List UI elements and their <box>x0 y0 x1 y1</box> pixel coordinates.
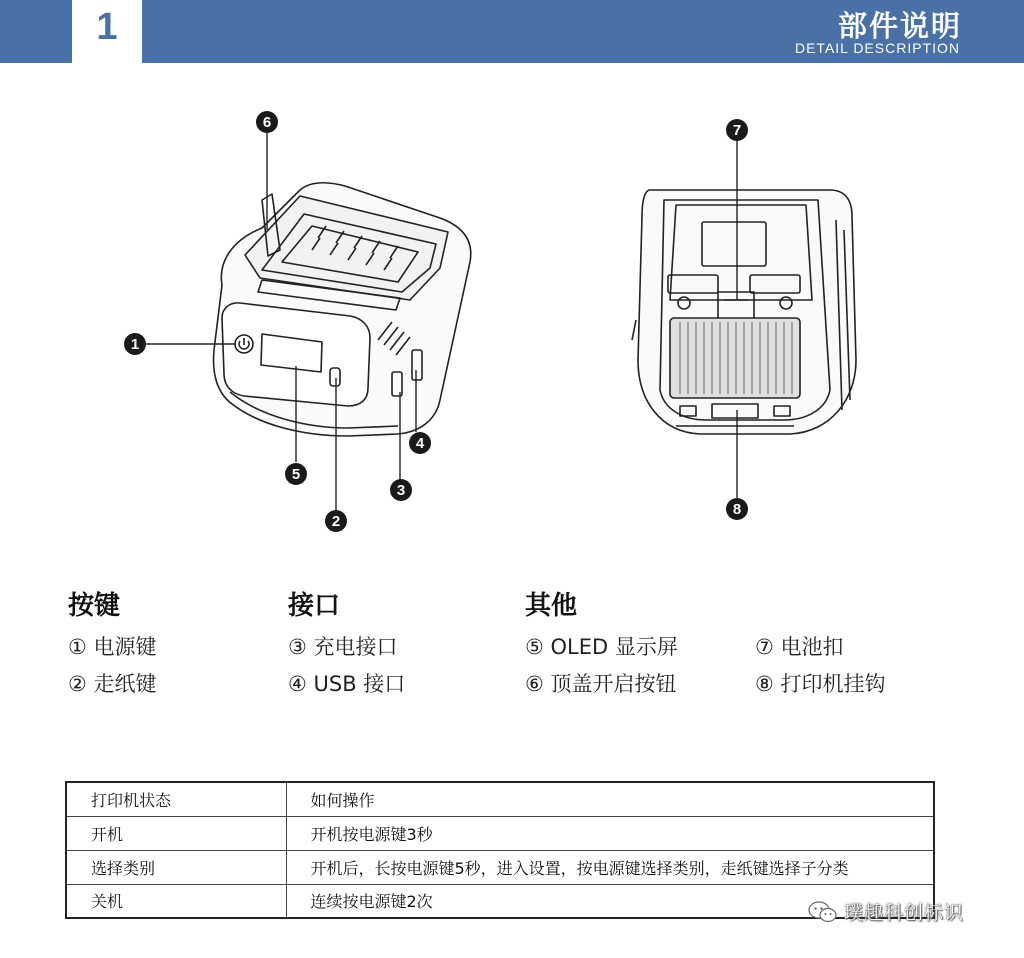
svg-text:3: 3 <box>396 482 406 499</box>
legend-item: ⑤ OLED 显示屏 <box>525 635 678 659</box>
legend-item: ⑧ 打印机挂钩 <box>755 672 886 696</box>
printer-back-view <box>632 190 856 434</box>
legend-ports <box>288 585 405 703</box>
table-row <box>66 884 934 918</box>
callout-6 <box>256 111 278 133</box>
page-subtitle: DETAIL DESCRIPTION <box>794 40 960 56</box>
legend-item: ② 走纸键 <box>68 672 157 696</box>
svg-text:6: 6 <box>262 114 272 131</box>
legend-item: ⑥ 顶盖开启按钮 <box>525 672 677 696</box>
section-number: 1 <box>96 6 118 48</box>
legend-heading: 接口 <box>288 591 341 621</box>
callout-4 <box>409 432 431 454</box>
table-cell: 选择类别 <box>66 850 286 884</box>
svg-text:4: 4 <box>415 435 425 452</box>
svg-text:5: 5 <box>291 466 301 483</box>
callout-5 <box>285 463 307 485</box>
legend-other-2 <box>755 585 886 703</box>
table-cell: 连续按电源键2次 <box>286 884 934 918</box>
table-cell: 关机 <box>66 884 286 918</box>
legend-item: ① 电源键 <box>68 635 157 659</box>
svg-text:8: 8 <box>732 501 742 518</box>
table-header-cell: 如何操作 <box>286 782 934 816</box>
table-row <box>66 850 934 884</box>
legend-heading: 按键 <box>68 591 121 621</box>
watermark <box>808 898 964 925</box>
callout-1 <box>124 333 146 355</box>
table-cell: 开机按电源键3秒 <box>286 816 934 850</box>
callout-3 <box>390 479 412 501</box>
table-header-row <box>66 782 934 816</box>
legend-heading: 其他 <box>525 591 578 621</box>
legend-other <box>525 585 678 703</box>
svg-text:2: 2 <box>331 513 341 530</box>
legend-item: ③ 充电接口 <box>288 635 398 659</box>
watermark-text: 璞趣科创标识 <box>844 902 965 924</box>
callout-2 <box>325 510 347 532</box>
table-cell: 开机 <box>66 816 286 850</box>
svg-text:7: 7 <box>732 122 742 139</box>
svg-text:1: 1 <box>130 336 140 353</box>
callout-8 <box>726 498 748 520</box>
printer-illustrations <box>0 63 1024 563</box>
callout-7 <box>726 119 748 141</box>
table-header-cell: 打印机状态 <box>66 782 286 816</box>
operation-table <box>65 781 935 919</box>
legend-buttons <box>68 585 157 703</box>
wechat-icon <box>808 900 838 924</box>
page-title: 部件说明 <box>837 9 962 43</box>
printer-front-view <box>214 183 471 436</box>
table-row <box>66 816 934 850</box>
legend-item: ⑦ 电池扣 <box>755 635 844 659</box>
legend-item: ④ USB 接口 <box>288 672 406 696</box>
table-cell: 开机后，长按电源键5秒，进入设置，按电源键选择类别，走纸键选择子分类 <box>286 850 934 884</box>
